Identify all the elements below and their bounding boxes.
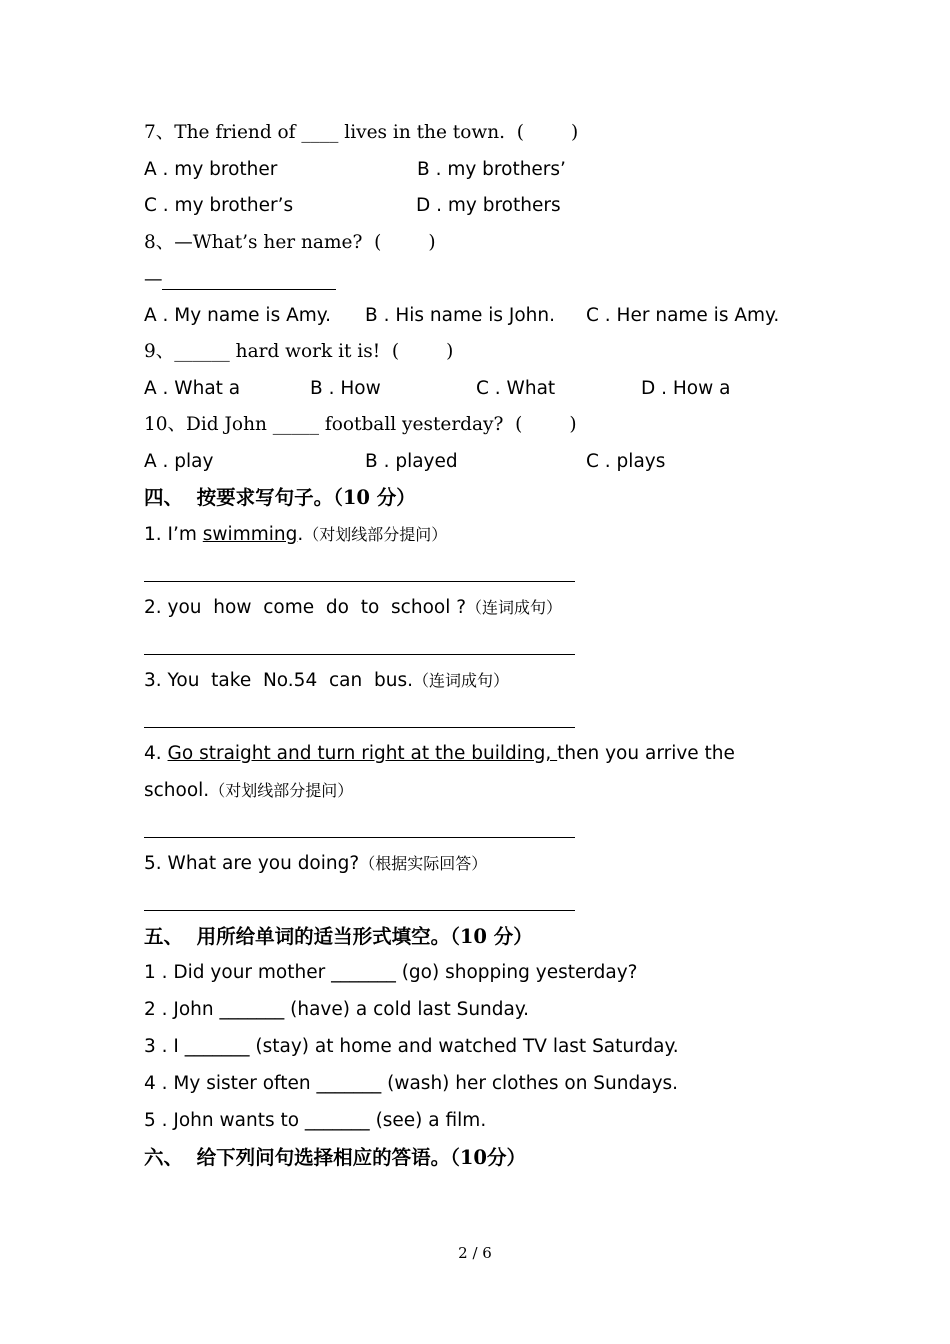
s4-item-1-underlined: swimming — [202, 524, 298, 545]
s4-answer-line-2 — [144, 654, 575, 655]
q9-option-d: D . How a — [641, 378, 731, 399]
q7-stem: 7、The friend of ____ lives in the town. ( ) — [144, 122, 579, 143]
q8-answer-line — [162, 289, 336, 290]
s4-item-4-cont: school. — [144, 780, 210, 801]
s5-item-3: 3 . I _______ (stay) at home and watched TV last Saturday. — [144, 1036, 679, 1057]
section6-title: 六、 给下列问句选择相应的答语。（10分） — [144, 1146, 526, 1169]
s4-item-2-hint: （连词成句） — [466, 598, 563, 617]
section5-title: 五、 用所给单词的适当形式填空。（10 分） — [144, 925, 533, 948]
s4-item-3-hint: （连词成句） — [412, 671, 509, 690]
q7-option-c: C . my brother’s — [144, 195, 294, 216]
s5-item-1: 1 . Did your mother _______ (go) shopping yesterday? — [144, 962, 638, 983]
s4-item-1-post: . — [297, 524, 304, 545]
q7-option-b: B . my brothers’ — [417, 159, 566, 180]
q9-stem: 9、______ hard work it is! ( ) — [144, 341, 454, 362]
q8-option-b: B . His name is John. — [365, 305, 556, 326]
s4-answer-line-3 — [144, 727, 575, 728]
s4-item-5 — [144, 852, 487, 876]
s5-item-5: 5 . John wants to _______ (see) a film. — [144, 1110, 487, 1131]
s4-item-5-hint: （根据实际回答） — [359, 854, 488, 873]
q10-option-c: C . plays — [586, 451, 666, 472]
s4-item-3-text: 3. You take No.54 can bus. — [144, 670, 413, 691]
page-number: 2 / 6 — [458, 1244, 492, 1262]
s5-item-2: 2 . John _______ (have) a cold last Sunday. — [144, 999, 530, 1020]
s4-item-1-pre: 1. I’m — [144, 524, 203, 545]
q8-option-a: A . My name is Amy. — [144, 305, 331, 326]
s4-item-4-hint: （对划线部分提问） — [209, 781, 354, 800]
s4-item-5-text: 5. What are you doing? — [144, 853, 360, 874]
s4-item-2 — [144, 596, 562, 620]
q9-option-a: A . What a — [144, 378, 241, 399]
q7-option-a: A . my brother — [144, 159, 278, 180]
s5-item-4: 4 . My sister often _______ (wash) her clothes on Sundays. — [144, 1073, 679, 1094]
q7-option-d: D . my brothers — [416, 195, 561, 216]
q8-stem: 8、—What’s her name? ( ) — [144, 232, 436, 253]
q10-option-b: B . played — [365, 451, 458, 472]
s4-item-2-text: 2. you how come do to school ? — [144, 597, 467, 618]
q9-option-b: B . How — [310, 378, 381, 399]
s4-item-4-pre: 4. — [144, 743, 168, 764]
s4-answer-line-4 — [144, 837, 575, 838]
s4-item-4-continued — [144, 779, 353, 803]
q10-option-a: A . play — [144, 451, 214, 472]
s4-item-4-underlined: Go straight and turn right at the building, — [167, 743, 558, 764]
s4-item-1-hint: （对划线部分提问） — [303, 525, 448, 544]
s4-answer-line-5 — [144, 910, 575, 911]
s4-item-1 — [144, 523, 447, 547]
q8-answer-dash: — — [144, 269, 163, 290]
s4-item-4-post: then you arrive the — [557, 743, 735, 764]
s4-answer-line-1 — [144, 581, 575, 582]
q10-stem: 10、Did John _____ football yesterday? ( ) — [144, 414, 577, 435]
s4-item-3 — [144, 669, 509, 693]
q9-option-c: C . What — [476, 378, 556, 399]
section4-title: 四、 按要求写句子。（10 分） — [144, 486, 416, 509]
q8-option-c: C . Her name is Amy. — [586, 305, 780, 326]
s4-item-4 — [144, 742, 735, 766]
